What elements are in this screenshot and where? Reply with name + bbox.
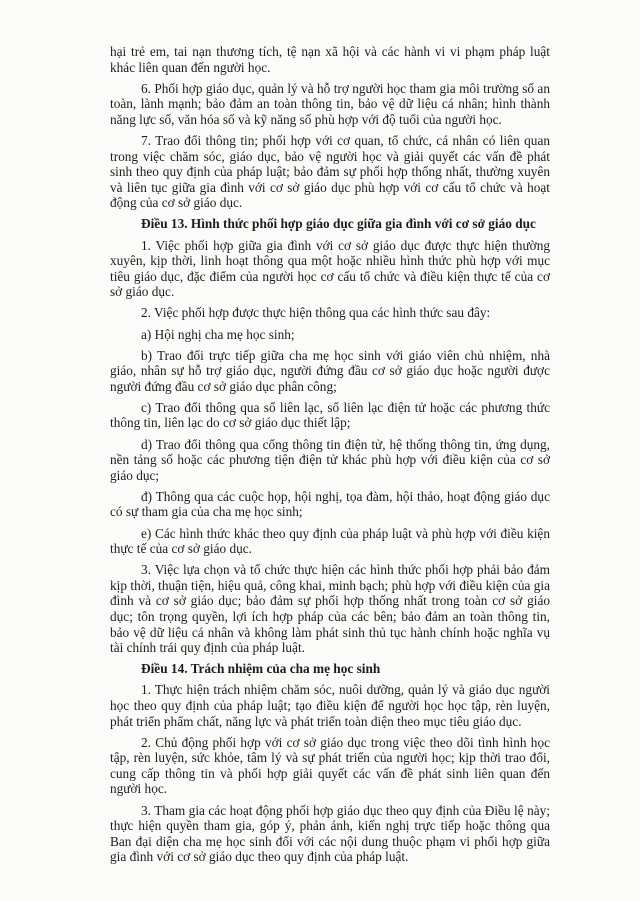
- paragraph-6: 6. Phối hợp giáo dục, quản lý và hỗ trợ người học tham gia môi trường số an toàn, lành mạnh; bảo đảm an toàn thông tin, bảo vệ dữ liệu cá nhân; hình thành năng lực số, văn hóa số và kỹ năng số phù hợp với độ tuổi của người học.: [110, 80, 550, 127]
- article-13-title: Điều 13. Hình thức phối hợp giáo dục giữa gia đình với cơ sở giáo dục: [141, 216, 536, 232]
- paragraph-top: hại trẻ em, tai nạn thương tích, tệ nạn xã hội và các hành vi vi phạm pháp luật khác liên quan đến người học.: [110, 44, 550, 75]
- article-13-item-e: e) Các hình thức khác theo quy định của pháp luật và phù hợp với điều kiện thực tế của cơ sở giáo dục.: [110, 525, 550, 557]
- article-13-item-c: c) Trao đổi thông qua sổ liên lạc, sổ liên lạc điện tử hoặc các phương thức thông tin, liên lạc do cơ sở giáo dục thiết lập;: [110, 399, 550, 431]
- article-14-title: Điều 14. Trách nhiệm của cha mẹ học sinh: [141, 661, 381, 677]
- article-13-item-d: d) Trao đổi thông qua cổng thông tin điện tử, hệ thống thông tin, ứng dụng, nền tảng số hoặc các phương tiện điện tử khác phù hợp với điều kiện của cơ sở giáo dục;: [110, 436, 550, 483]
- article-13-item-dd: đ) Thông qua các cuộc họp, hội nghị, tọa đàm, hội thảo, hoạt động giáo dục có sự tham gia của cha mẹ học sinh;: [110, 488, 550, 520]
- article-13-clause-1: 1. Việc phối hợp giữa gia đình với cơ sở giáo dục được thực hiện thường xuyên, kịp thời, linh hoạt thông qua một hoặc nhiều hình thức phù hợp với mục tiêu giáo dục, đặc điểm của người học cơ cấu tổ chức và điều kiện thực tế của cơ sở giáo dục.: [110, 237, 550, 300]
- article-13-item-a: a) Hội nghị cha mẹ học sinh;: [141, 326, 295, 342]
- article-14-clause-2: 2. Chủ động phối hợp với cơ sở giáo dục trong việc theo dõi tình hình học tập, rèn luyện, sức khỏe, tâm lý và sự phát triển của người học; kịp thời trao đổi, cung cấp thông tin và phối hợp giải quyết các vấn đề phát sinh liên quan đến người học.: [110, 734, 550, 797]
- article-14-clause-3: 3. Tham gia các hoạt động phối hợp giáo dục theo quy định của Điều lệ này; thực hiện quyền tham gia, góp ý, phản ánh, kiến nghị trực tiếp hoặc thông qua Ban đại diện cha mẹ học sinh đối với các nội dung thuộc phạm vi phối hợp giữa gia đình với cơ sở giáo dục theo quy định của pháp luật.: [110, 802, 550, 865]
- article-13-clause-2: 2. Việc phối hợp được thực hiện thông qua các hình thức sau đây:: [141, 305, 491, 321]
- paragraph-7: 7. Trao đổi thông tin; phối hợp với cơ quan, tổ chức, cá nhân có liên quan trong việc chăm sóc, giáo dục, bảo vệ người học và giải quyết các vấn đề phát sinh theo quy định của pháp luật; bảo đảm sự phối hợp thống nhất, thường xuyên và liên tục giữa gia đình với cơ sở giáo dục phù hợp với cơ cấu tổ chức và hoạt động của cơ sở giáo dục.: [110, 132, 550, 211]
- article-13-item-b: b) Trao đổi trực tiếp giữa cha mẹ học sinh với giáo viên chủ nhiệm, nhà giáo, nhân sự hỗ trợ giáo dục, người đứng đầu cơ sở giáo dục hoặc người được người đứng đầu cơ sở giáo dục phân công;: [110, 347, 550, 394]
- article-13-clause-3: 3. Việc lựa chọn và tổ chức thực hiện các hình thức phối hợp phải bảo đảm kịp thời, thuận tiện, hiệu quả, công khai, minh bạch; phù hợp với điều kiện của gia đình và cơ sở giáo dục; bảo đảm sự phối hợp thống nhất trong toàn cơ sở giáo dục; tôn trọng quyền, lợi ích hợp pháp của các bên; bảo đảm an toàn thông tin, bảo vệ dữ liệu cá nhân và không làm phát sinh thủ tục hành chính hoặc nghĩa vụ tài chính trái quy định của pháp luật.: [110, 562, 550, 656]
- article-14-clause-1: 1. Thực hiện trách nhiệm chăm sóc, nuôi dưỡng, quản lý và giáo dục người học theo quy định của pháp luật; tạo điều kiện để người học học tập, rèn luyện, phát triển phẩm chất, năng lực và phát triển toàn diện theo mục tiêu giáo dục.: [110, 682, 550, 729]
